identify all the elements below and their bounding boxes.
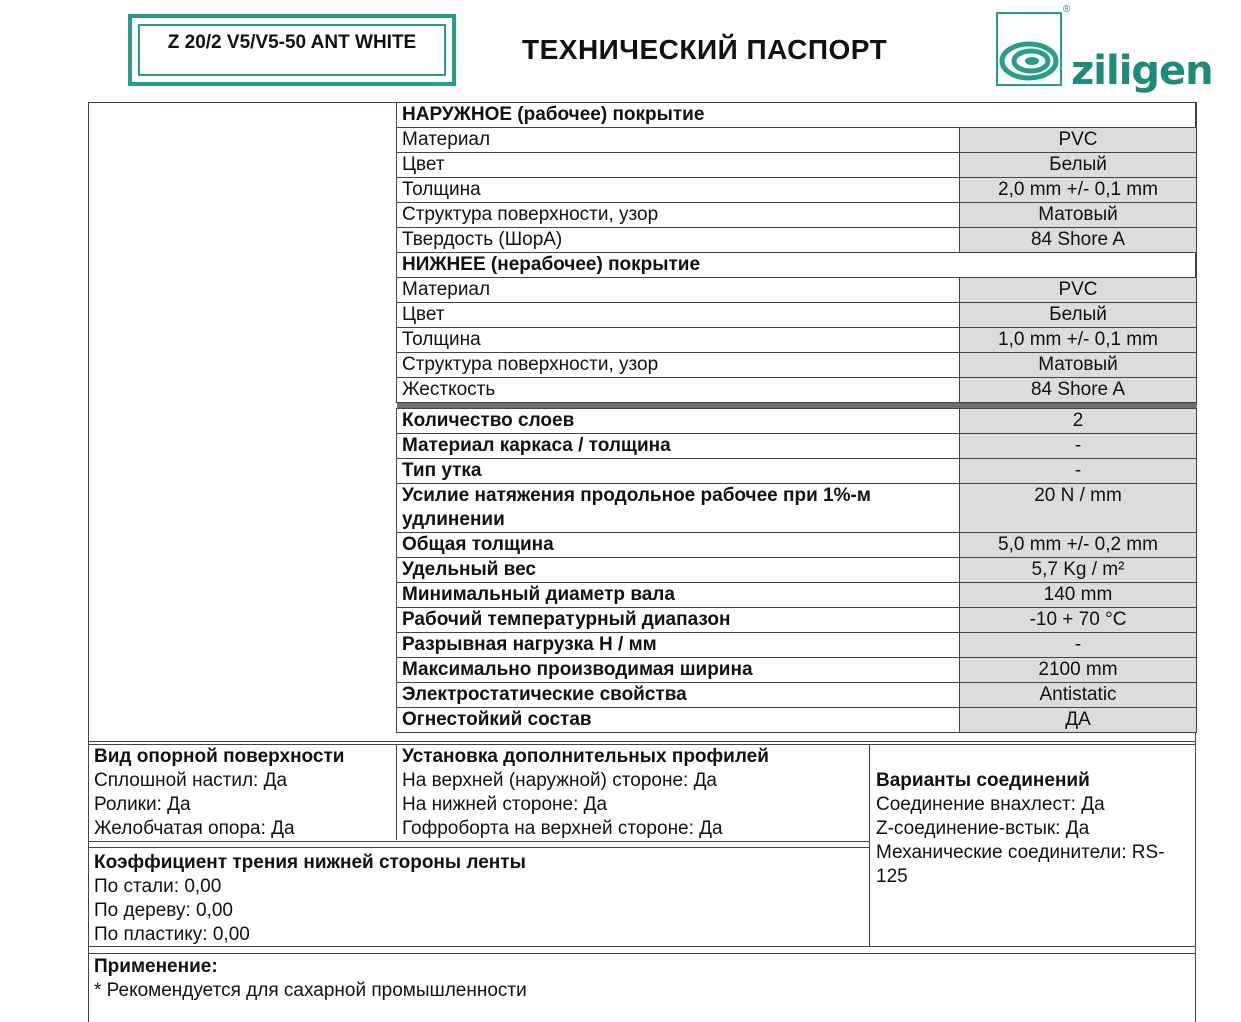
friction-line: По стали: 0,00 (94, 876, 222, 897)
spec-label: Электростатические свойства (397, 683, 960, 708)
joints-line: Z-соединение-встык: Да (876, 818, 1090, 839)
frame-left-line (88, 102, 89, 1022)
model-name: Z 20/2 V5/V5-50 ANT WHITE (167, 32, 417, 53)
joints-block (876, 769, 1194, 889)
inner-section-header (397, 253, 1197, 278)
spec-value: 140 mm (960, 583, 1197, 608)
spec-row (397, 583, 1197, 608)
spec-row (397, 533, 1197, 558)
spec-row (397, 459, 1197, 484)
spec-row (397, 409, 1197, 434)
spec-row (397, 328, 1197, 353)
logo-frame (996, 12, 1062, 86)
spec-label: Толщина (397, 178, 960, 203)
spec-value: Белый (960, 153, 1197, 178)
spec-row (397, 708, 1197, 733)
support-block (94, 745, 344, 841)
lower-top-line (88, 741, 1196, 742)
spec-label: Жесткость (397, 378, 960, 403)
joints-line: 125 (876, 866, 908, 887)
spec-value: 5,7 Kg / m² (960, 558, 1197, 583)
spec-label: Огнестойкий состав (397, 708, 960, 733)
spec-value: - (960, 633, 1197, 658)
ziligen-logo (995, 4, 1213, 98)
application-line: * Рекомендуется для сахарной промышленности (94, 980, 527, 1001)
spec-row (397, 203, 1197, 228)
joints-line: Механические соединители: RS- (876, 842, 1165, 863)
spec-value: 2100 mm (960, 658, 1197, 683)
spec-value: -10 + 70 °C (960, 608, 1197, 633)
inner-section-title: НИЖНЕЕ (нерабочее) покрытие (397, 253, 1197, 278)
spec-label: Твердость (ШорА) (397, 228, 960, 253)
spec-label: Общая толщина (397, 533, 960, 558)
spec-label: Количество слоев (397, 409, 960, 434)
outer-section-header (397, 103, 1197, 128)
friction-block (94, 851, 526, 947)
spec-value: ДА (960, 708, 1197, 733)
spec-row (397, 683, 1197, 708)
spec-label: Усилие натяжения продольное рабочее при 1%-м удлинении (397, 484, 960, 533)
model-box (128, 14, 456, 86)
spec-value: PVC (960, 278, 1197, 303)
friction-title: Коэффициент трения нижней стороны ленты (94, 852, 526, 873)
lower-divider-1 (396, 744, 397, 840)
spec-value: 20 N / mm (960, 484, 1197, 533)
friction-top-line-2 (88, 847, 869, 848)
spec-label: Тип утка (397, 459, 960, 484)
spec-value: 2 (960, 409, 1197, 434)
profiles-title: Установка дополнительных профилей (402, 746, 769, 767)
spiral-logo-icon (998, 14, 1060, 84)
spec-row (397, 353, 1197, 378)
spec-label: Цвет (397, 153, 960, 178)
profiles-line: На нижней стороне: Да (402, 794, 608, 815)
support-line: Желобчатая опора: Да (94, 818, 295, 839)
spec-label: Структура поверхности, узор (397, 203, 960, 228)
spec-value: 84 Shore A (960, 228, 1197, 253)
spec-row (397, 608, 1197, 633)
spec-row (397, 484, 1197, 533)
spec-row (397, 153, 1197, 178)
spec-value: Матовый (960, 353, 1197, 378)
support-line: Ролики: Да (94, 794, 191, 815)
profiles-line: На верхней (наружной) стороне: Да (402, 770, 718, 791)
spec-value: Белый (960, 303, 1197, 328)
spec-table (396, 102, 1197, 733)
spec-value: 1,0 mm +/- 0,1 mm (960, 328, 1197, 353)
frame-top-line (88, 102, 396, 103)
spec-row (397, 658, 1197, 683)
spec-label: Толщина (397, 328, 960, 353)
support-title: Вид опорной поверхности (94, 746, 345, 767)
document-title: ТЕХНИЧЕСКИЙ ПАСПОРТ (522, 34, 888, 65)
profiles-line: Гофроборта на верхней стороне: Да (402, 818, 723, 839)
spec-label: Минимальный диаметр вала (397, 583, 960, 608)
joints-line: Соединение внахлест: Да (876, 794, 1105, 815)
spec-value: PVC (960, 128, 1197, 153)
spec-label: Материал (397, 278, 960, 303)
spec-label: Материал каркаса / толщина (397, 434, 960, 459)
spec-value: 5,0 mm +/- 0,2 mm (960, 533, 1197, 558)
spec-label: Максимально производимая ширина (397, 658, 960, 683)
profiles-block (402, 745, 769, 841)
spec-label: Рабочий температурный диапазон (397, 608, 960, 633)
spec-row (397, 178, 1197, 203)
spec-value: Матовый (960, 203, 1197, 228)
application-title: Применение: (94, 956, 218, 977)
spec-row (397, 378, 1197, 403)
spec-label: Цвет (397, 303, 960, 328)
spec-label: Разрывная нагрузка Н / мм (397, 633, 960, 658)
outer-section-title: НАРУЖНОЕ (рабочее) покрытие (397, 103, 1197, 128)
application-top-line-2 (88, 953, 1196, 954)
spec-value: - (960, 434, 1197, 459)
friction-line: По пластику: 0,00 (94, 924, 250, 945)
logo-wordmark: ziligen (1071, 48, 1213, 94)
friction-top-line (88, 841, 869, 842)
spec-value: - (960, 459, 1197, 484)
application-block (94, 955, 527, 1003)
lower-divider-2 (869, 744, 870, 946)
support-line: Сплошной настил: Да (94, 770, 288, 791)
spec-value: Antistatic (960, 683, 1197, 708)
spec-row (397, 128, 1197, 153)
spec-row (397, 633, 1197, 658)
spec-value: 84 Shore A (960, 378, 1197, 403)
spec-row (397, 303, 1197, 328)
spec-value: 2,0 mm +/- 0,1 mm (960, 178, 1197, 203)
spec-label: Материал (397, 128, 960, 153)
spec-row (397, 278, 1197, 303)
spec-row (397, 228, 1197, 253)
friction-line: По дереву: 0,00 (94, 900, 234, 921)
spec-label: Структура поверхности, узор (397, 353, 960, 378)
spec-label: Удельный вес (397, 558, 960, 583)
spec-row (397, 434, 1197, 459)
spec-row (397, 558, 1197, 583)
joints-title: Варианты соединений (876, 770, 1090, 791)
registered-mark: ® (1063, 4, 1071, 15)
